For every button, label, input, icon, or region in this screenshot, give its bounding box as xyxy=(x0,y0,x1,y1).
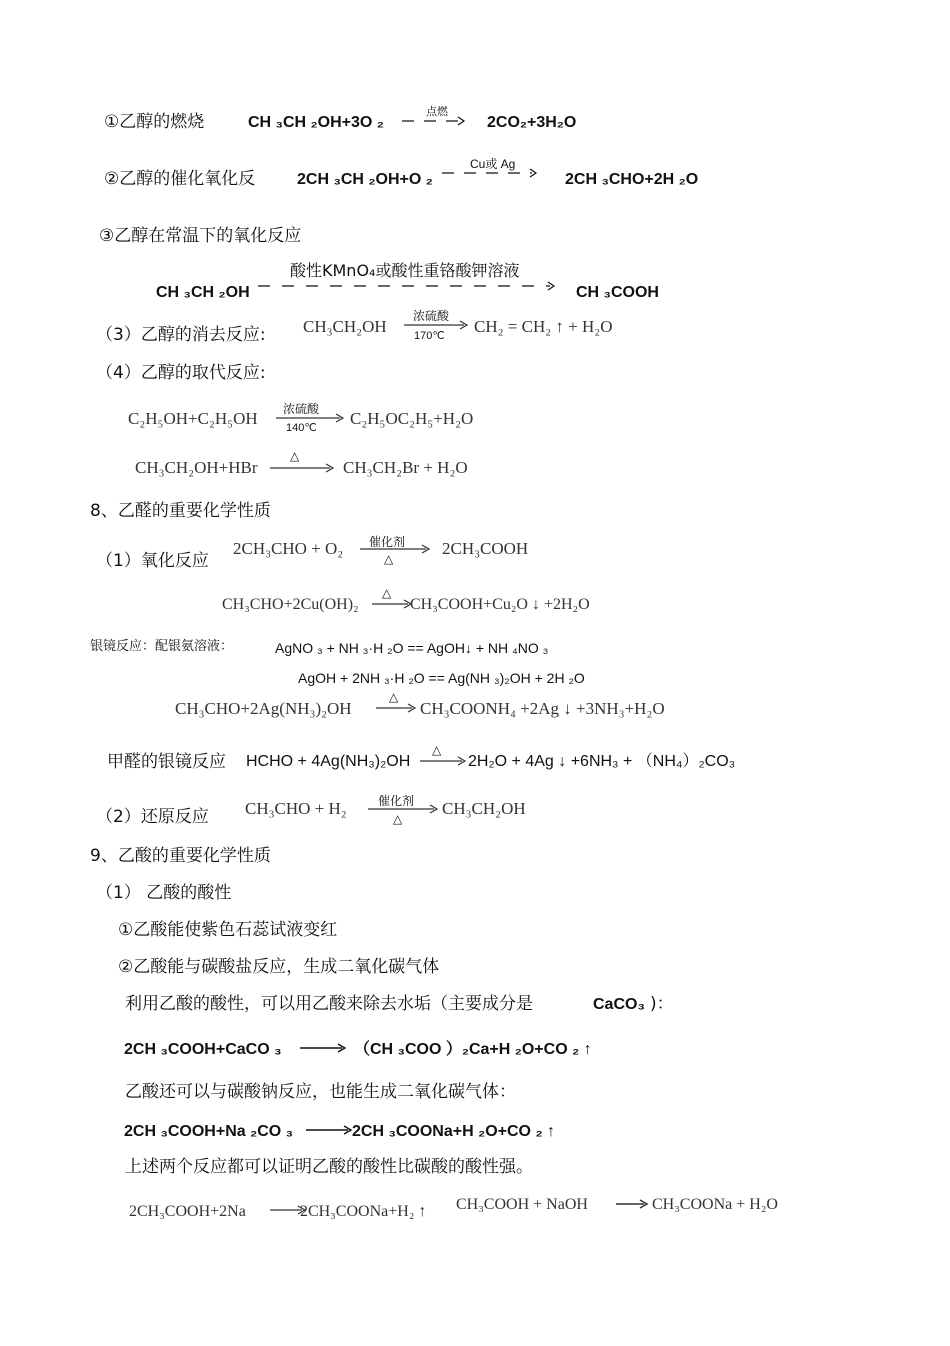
reaction-condition: 浓硫酸 xyxy=(283,402,320,416)
text-litmus: ①乙酸能使紫色石蕊试液变红 xyxy=(118,920,338,940)
subsection-acidity: （1） 乙酸的酸性 xyxy=(96,883,232,903)
line-elimination-label: （3）乙醇的消去反应: xyxy=(96,325,266,345)
equation-reactants: HCHO + 4Ag(NH₃)₂OH xyxy=(246,753,411,770)
reaction-arrow-icon xyxy=(376,703,416,713)
reaction-condition-heat: △ xyxy=(393,812,403,826)
text-carbonate-reaction: ②乙酸能与碳酸盐反应，生成二氧化碳气体 xyxy=(118,957,440,977)
line-reduction-label: （2）还原反应 xyxy=(96,807,209,827)
text-caco3: CaCO₃ xyxy=(593,996,645,1013)
equation-products: CH ₃COOH xyxy=(576,284,659,301)
reaction-arrow-icon xyxy=(360,544,430,554)
reaction-condition: 点燃 xyxy=(426,106,448,118)
reaction-arrow-icon xyxy=(372,599,412,609)
equation-reactants: 2CH ₃CH ₂OH+O ₂ xyxy=(297,171,433,188)
reaction-condition-temp: 140℃ xyxy=(286,422,317,434)
equation-reactants: C₂H₅OH+C₂H₅OH xyxy=(128,409,258,428)
line-catalytic-oxidation-label: ②乙醇的催化氧化反 xyxy=(104,169,256,189)
text-conclusion: 上述两个反应都可以证明乙酸的酸性比碳酸的酸性强。 xyxy=(125,1157,533,1177)
reaction-arrow-icon xyxy=(306,1125,352,1135)
equation-products: 2CH ₃CHO+2H ₂O xyxy=(565,171,699,188)
reaction-arrow-icon xyxy=(442,166,538,180)
line-oxidation-label: （1）氧化反应 xyxy=(96,551,209,571)
equation-products: CH₃COONa + H₂O xyxy=(652,1196,778,1213)
equation-products: （CH ₃COO ）₂Ca+H ₂O+CO ₂ ↑ xyxy=(354,1041,592,1058)
reaction-condition: △ xyxy=(389,690,399,704)
line-roomtemp-oxidation-label: ③乙醇在常温下的氧化反应 xyxy=(99,226,302,246)
equation-products: CH₃CH₂OH xyxy=(442,799,526,818)
equation-reactants: CH₃CH₂OH xyxy=(303,317,387,336)
reaction-arrow-icon xyxy=(402,114,466,128)
equation-products: 2CH₃COONa+H₂ ↑ xyxy=(300,1203,427,1220)
reaction-condition: 催化剂 xyxy=(378,794,415,808)
reaction-condition: 催化剂 xyxy=(369,535,406,549)
text-descaling: 利用乙酸的酸性，可以用乙酸来除去水垢（主要成分是 xyxy=(125,994,533,1014)
reaction-arrow-icon xyxy=(420,756,466,766)
equation-products: 2H₂O + 4Ag ↓ +6NH₃ + （NH₄）₂CO₃ xyxy=(468,753,736,770)
equation-products: C₂H₅OC₂H₅+H₂O xyxy=(350,409,474,428)
equation-products: 2CO₂+3H₂O xyxy=(487,114,577,131)
text-paren-close: )： xyxy=(650,994,674,1014)
equation-reactants: CH₃CHO+2Cu(OH)₂ xyxy=(222,596,359,613)
reaction-arrow-icon xyxy=(300,1043,346,1053)
equation-reactants: CH₃CHO + H₂ xyxy=(245,799,347,818)
equation-reactants: 2CH₃CHO + O₂ xyxy=(233,539,344,558)
equation-silver-ammonia-1: AgNO ₃ + NH ₃·H ₂O == AgOH↓ + NH ₄NO ₃ xyxy=(275,640,549,656)
reaction-arrow-icon xyxy=(258,279,556,293)
reaction-condition: △ xyxy=(432,743,442,757)
equation-reactants: 2CH₃COOH+2Na xyxy=(129,1203,246,1220)
equation-reactants: 2CH ₃COOH+Na ₂CO ₃ xyxy=(124,1123,294,1140)
equation-products: CH₃COONH₄ +2Ag ↓ +3NH₃+H₂O xyxy=(420,699,665,718)
reaction-condition: △ xyxy=(290,449,300,463)
reaction-arrow-icon xyxy=(368,804,438,814)
line-ethanol-combustion-label: ①乙醇的燃烧 xyxy=(104,112,205,132)
equation-products: CH₃COOH+Cu₂O ↓ +2H₂O xyxy=(410,596,590,613)
line-silver-mirror-label: 银镜反应：配银氨溶液： xyxy=(90,639,234,654)
reaction-condition: △ xyxy=(382,586,392,600)
section-heading-acetic-acid: 9、乙酸的重要化学性质 xyxy=(90,846,271,866)
equation-products: 2CH ₃COONa+H ₂O+CO ₂ ↑ xyxy=(352,1123,555,1140)
reaction-condition: 酸性KMnO₄或酸性重铬酸钾溶液 xyxy=(290,261,520,280)
equation-reactants: CH₃CH₂OH+HBr xyxy=(135,458,258,477)
equation-reactants: CH₃COOH + NaOH xyxy=(456,1196,588,1213)
line-formaldehyde-label: 甲醛的银镜反应 xyxy=(107,752,226,772)
reaction-arrow-icon xyxy=(616,1199,648,1209)
line-substitution-label: （4）乙醇的取代反应: xyxy=(96,363,266,383)
reaction-condition: Cu或 Ag xyxy=(470,157,516,171)
equation-silver-ammonia-2: AgOH + 2NH ₃·H ₂O == Ag(NH ₃)₂OH + 2H ₂O xyxy=(298,670,585,686)
reaction-arrow-icon xyxy=(270,463,334,473)
equation-reactants: CH ₃CH ₂OH xyxy=(156,284,250,301)
equation-products: CH₂ = CH₂ ↑ + H₂O xyxy=(474,317,613,336)
equation-reactants: CH ₃CH ₂OH+3O ₂ xyxy=(248,114,384,131)
equation-products: CH₃CH₂Br + H₂O xyxy=(343,458,468,477)
section-heading-acetaldehyde: 8、乙醛的重要化学性质 xyxy=(90,501,271,521)
text-sodium-carbonate: 乙酸还可以与碳酸钠反应，也能生成二氧化碳气体： xyxy=(125,1082,516,1102)
equation-products: 2CH₃COOH xyxy=(442,539,529,558)
reaction-condition-temp: 170℃ xyxy=(414,330,445,342)
reaction-condition-heat: △ xyxy=(384,552,394,566)
reaction-condition: 浓硫酸 xyxy=(413,309,450,323)
equation-reactants: CH₃CHO+2Ag(NH₃)₂OH xyxy=(175,699,352,718)
equation-reactants: 2CH ₃COOH+CaCO ₃ xyxy=(124,1041,282,1058)
